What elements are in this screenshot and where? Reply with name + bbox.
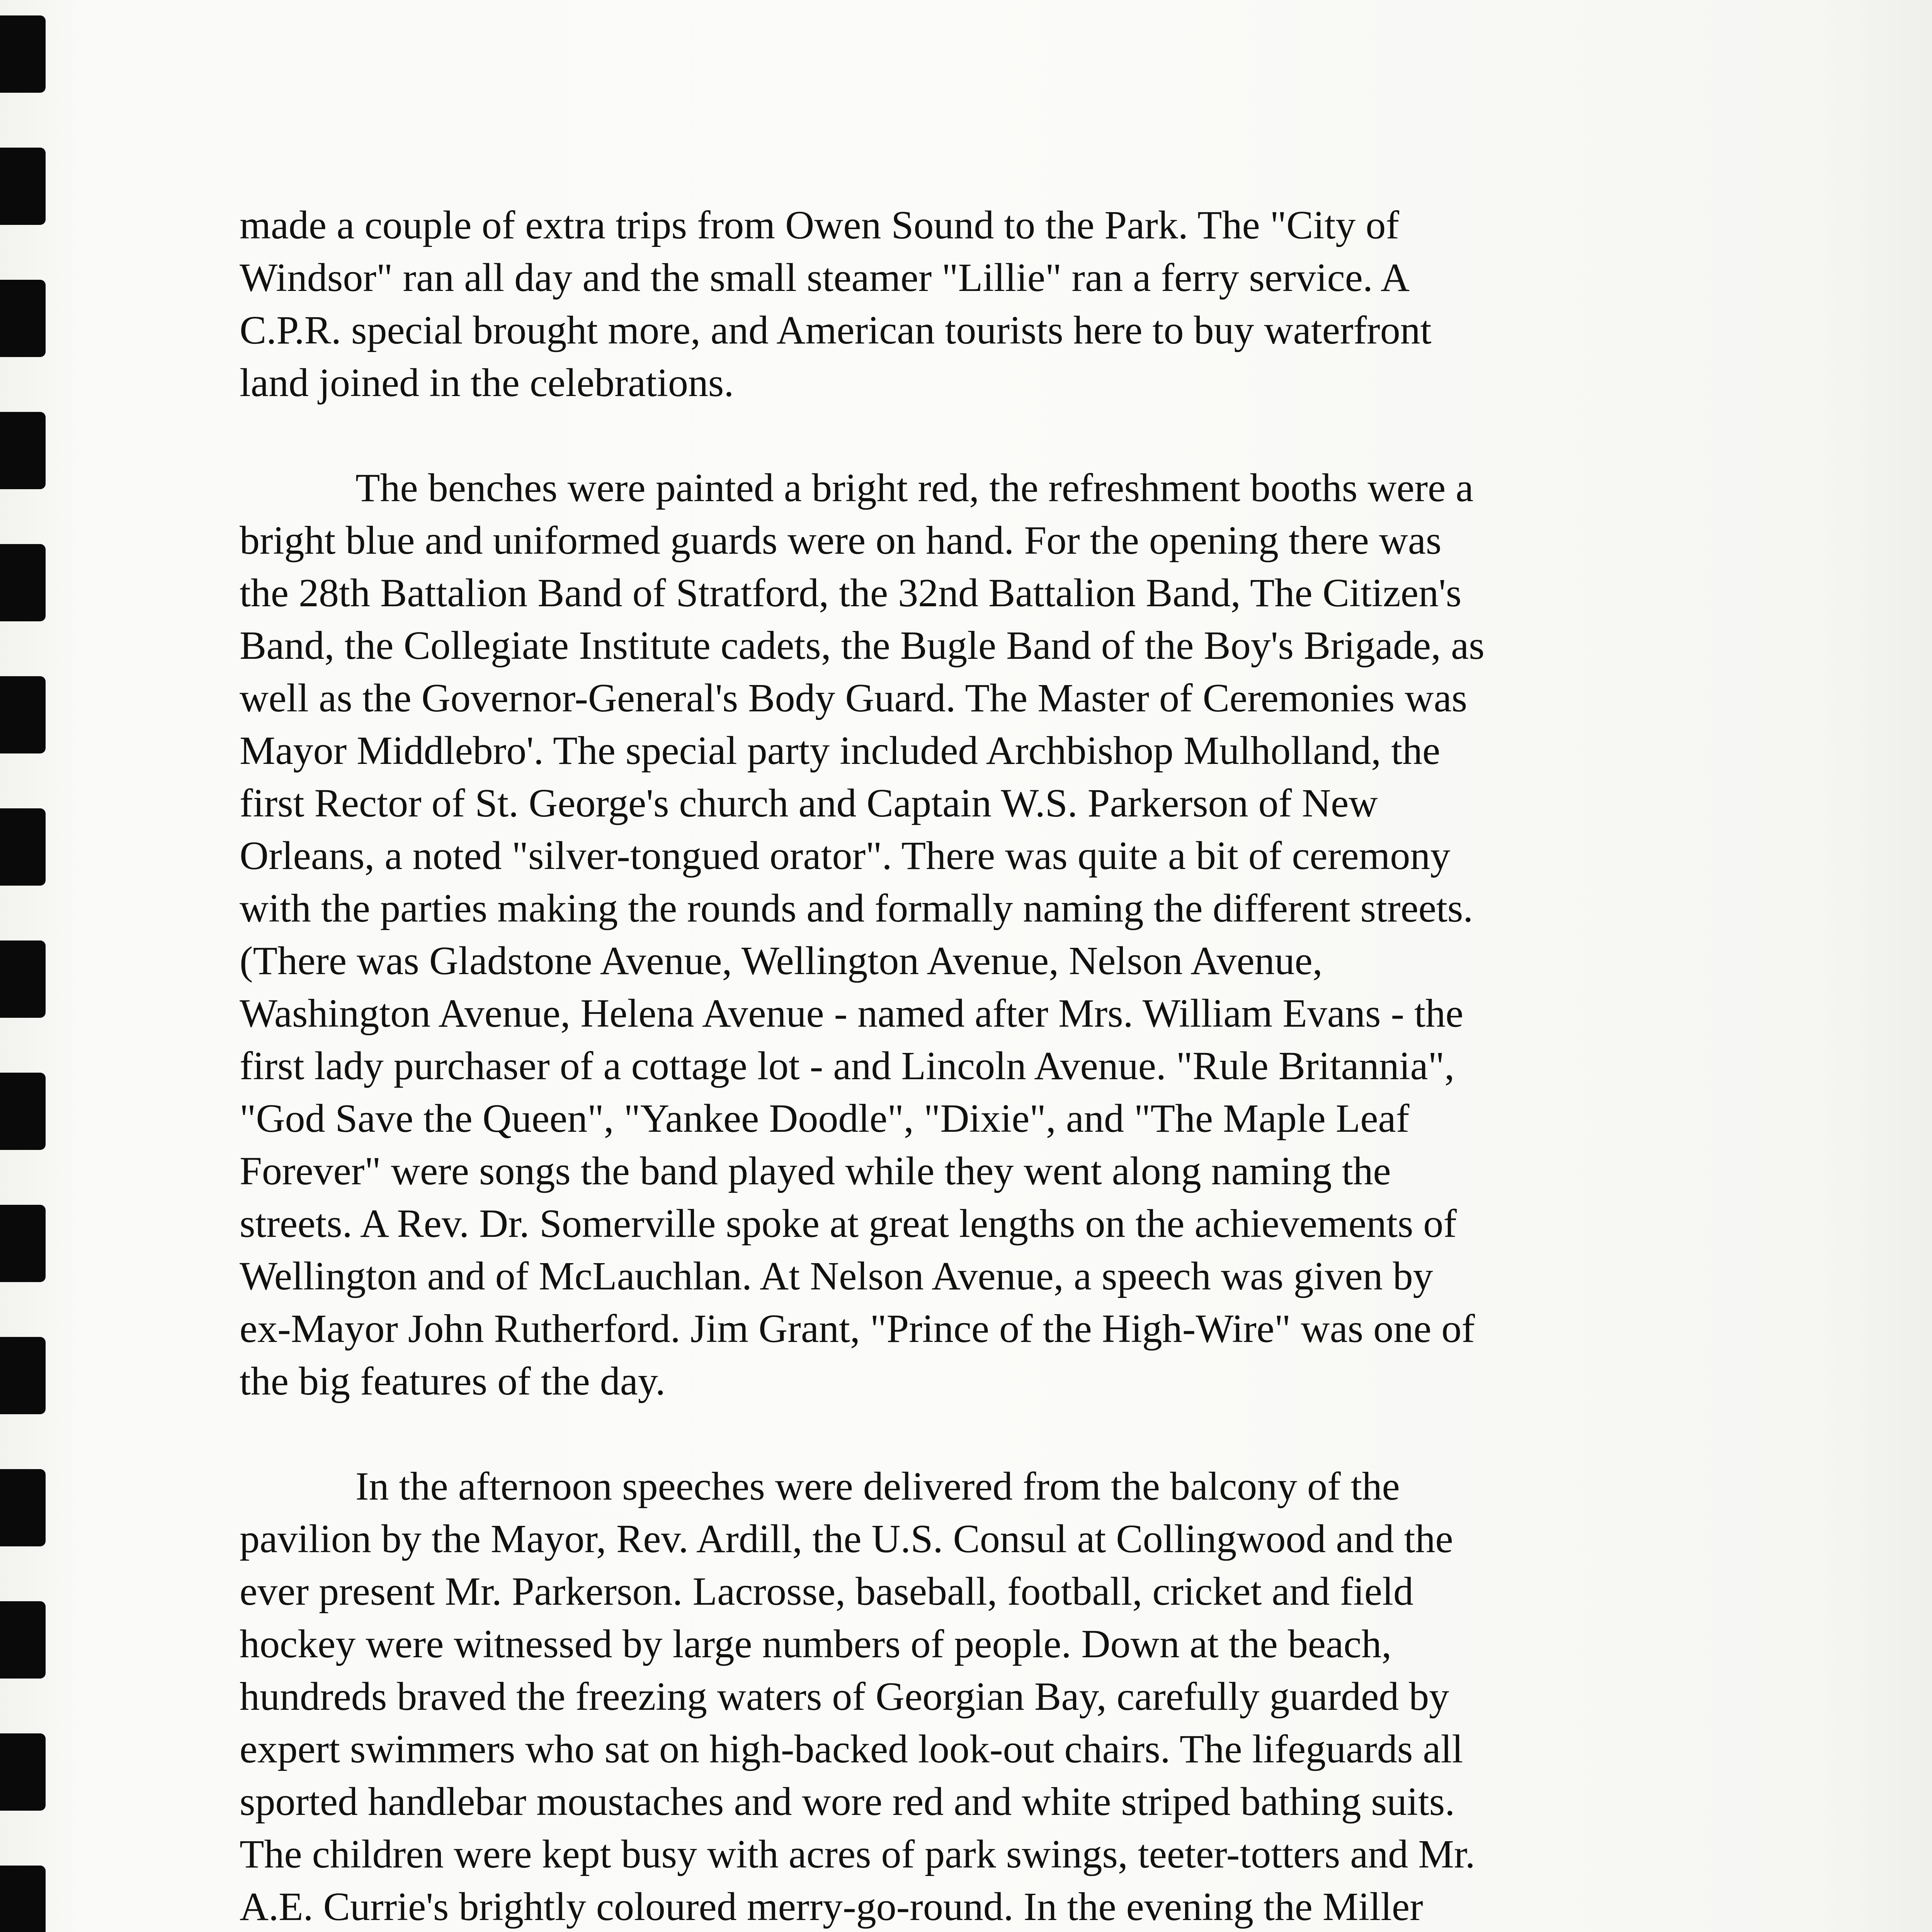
binding-hole (0, 148, 46, 225)
text-line: The children were kept busy with acres of park swings, teeter-totters and Mr. (240, 1832, 1475, 1876)
text-line: A.E. Currie's brightly coloured merry-go-round. In the evening the Miller (240, 1884, 1423, 1929)
text-line: hockey were witnessed by large numbers of people. Down at the beach, (240, 1622, 1392, 1666)
text-line: the 28th Battalion Band of Stratford, the 32nd Battalion Band, The Citizen's (240, 571, 1462, 615)
binding-hole (0, 412, 46, 489)
text-line: well as the Governor-General's Body Guard. The Master of Ceremonies was (240, 676, 1468, 720)
text-line: pavilion by the Mayor, Rev. Ardill, the U.S. Consul at Collingwood and the (240, 1517, 1453, 1561)
paragraph (240, 199, 1677, 409)
text-line: Orleans, a noted "silver-tongued orator". There was quite a bit of ceremony (240, 833, 1451, 878)
text-line: The benches were painted a bright red, the refreshment booths were a (355, 466, 1474, 510)
binding-hole (0, 280, 46, 357)
binding-hole (0, 15, 46, 93)
text-line: first Rector of St. George's church and Captain W.S. Parkerson of New (240, 781, 1378, 825)
binding-hole (0, 1866, 46, 1932)
binding-hole (0, 544, 46, 621)
binding-hole (0, 1733, 46, 1811)
text-line: the big features of the day. (240, 1359, 666, 1403)
binding-hole (0, 1205, 46, 1282)
paragraph-gap (240, 1408, 1677, 1460)
text-line: ever present Mr. Parkerson. Lacrosse, baseball, football, cricket and field (240, 1569, 1413, 1614)
binding-hole (0, 1469, 46, 1546)
text-line: Forever" were songs the band played while they went along naming the (240, 1149, 1391, 1193)
text-line: sported handlebar moustaches and wore red and white striped bathing suits. (240, 1779, 1455, 1824)
text-line: bright blue and uniformed guards were on hand. For the opening there was (240, 518, 1442, 563)
text-line: streets. A Rev. Dr. Somerville spoke at great lengths on the achievements of (240, 1201, 1457, 1246)
text-line: first lady purchaser of a cottage lot - and Lincoln Avenue. "Rule Britannia", (240, 1044, 1455, 1088)
text-line: C.P.R. special brought more, and American tourists here to buy waterfront (240, 308, 1432, 352)
text-line: In the afternoon speeches were delivered from the balcony of the (355, 1464, 1400, 1509)
text-line: (There was Gladstone Avenue, Wellington Avenue, Nelson Avenue, (240, 939, 1323, 983)
text-line: Washington Avenue, Helena Avenue - named after Mrs. William Evans - the (240, 991, 1464, 1036)
body-text (240, 199, 1677, 1932)
binding-hole (0, 1601, 46, 1679)
paragraph (240, 1460, 1677, 1932)
spiral-binding (0, 0, 68, 1932)
paragraph (240, 462, 1677, 1408)
text-line: "God Save the Queen", "Yankee Doodle", "Dixie", and "The Maple Leaf (240, 1096, 1410, 1141)
paragraph-gap (240, 409, 1677, 462)
binding-hole (0, 940, 46, 1018)
text-line: ex-Mayor John Rutherford. Jim Grant, "Prince of the High-Wire" was one of (240, 1306, 1475, 1351)
text-line: Windsor" ran all day and the small steamer "Lillie" ran a ferry service. A (240, 255, 1410, 300)
text-line: Band, the Collegiate Institute cadets, the Bugle Band of the Boy's Brigade, as (240, 623, 1485, 668)
binding-hole (0, 808, 46, 886)
binding-hole (0, 676, 46, 753)
text-line: Wellington and of McLauchlan. At Nelson Avenue, a speech was given by (240, 1254, 1433, 1298)
binding-hole (0, 1337, 46, 1414)
text-line: Mayor Middlebro'. The special party included Archbishop Mulholland, the (240, 728, 1440, 773)
binding-hole (0, 1073, 46, 1150)
text-line: with the parties making the rounds and formally naming the different streets. (240, 886, 1473, 930)
text-line: hundreds braved the freezing waters of Georgian Bay, carefully guarded by (240, 1674, 1449, 1719)
text-line: land joined in the celebrations. (240, 361, 734, 405)
text-line: expert swimmers who sat on high-backed look-out chairs. The lifeguards all (240, 1727, 1463, 1771)
text-line: made a couple of extra trips from Owen Sound to the Park. The "City of (240, 203, 1399, 247)
